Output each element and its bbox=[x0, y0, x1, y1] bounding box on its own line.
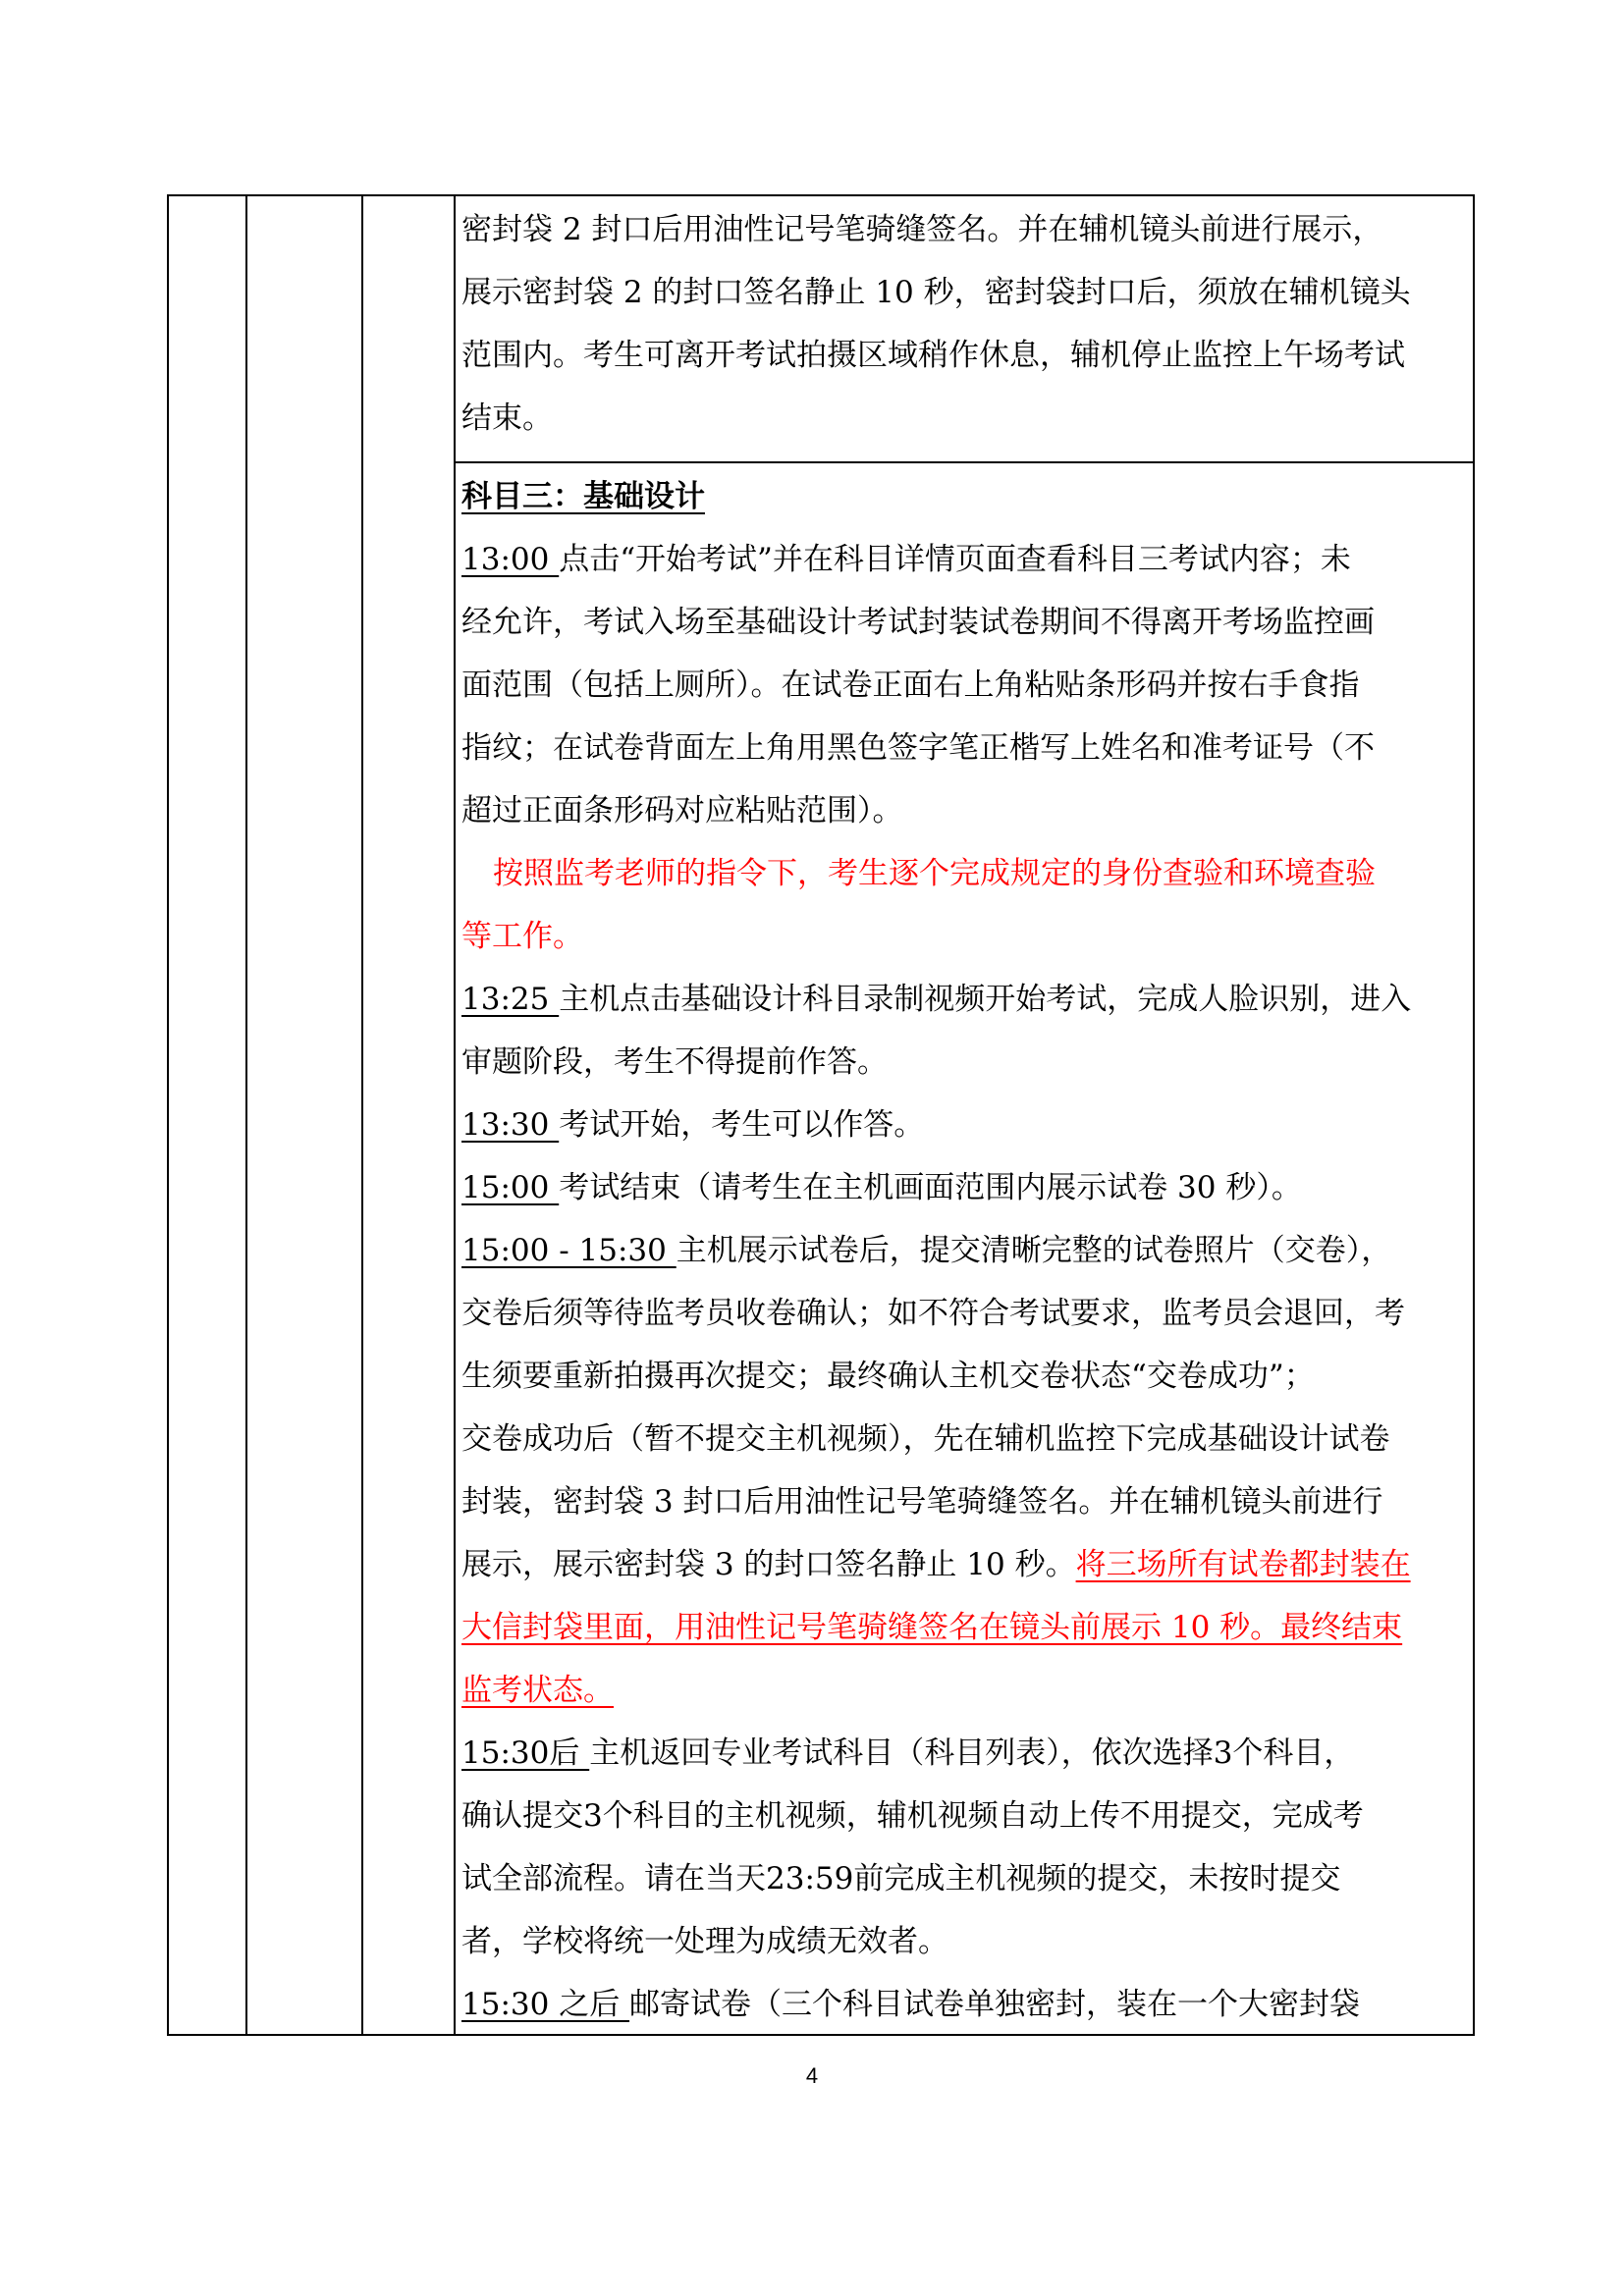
cell-subject-three bbox=[461, 465, 1463, 2036]
red-notice: 将三场所有试卷都封装在 bbox=[1075, 1547, 1411, 1582]
red-notice: 按照监考老师的指令下，考生逐个完成规定的身份查验和环境查验 bbox=[493, 856, 1376, 891]
text-line: 点击“开始考试”并在科目详情页面查看科目三考试内容；未 bbox=[559, 542, 1351, 577]
text-line: 主机展示试卷后，提交清晰完整的试卷照片（交卷）， bbox=[676, 1233, 1392, 1268]
text-line: 交卷后须等待监考员收卷确认；如不符合考试要求，监考员会退回，考 bbox=[461, 1296, 1405, 1331]
row-divider bbox=[454, 461, 1473, 463]
text-line: 考试结束（请考生在主机画面范围内展示试卷 30 秒）。 bbox=[559, 1170, 1302, 1205]
time-label: 15:30后 bbox=[461, 1735, 590, 1771]
time-label: 13:00 bbox=[461, 542, 560, 577]
text-line: 主机返回专业考试科目（科目列表），依次选择3个科目， bbox=[589, 1735, 1355, 1771]
text-line: 确认提交3个科目的主机视频，辅机视频自动上传不用提交，完成考 bbox=[461, 1798, 1364, 1834]
text-line: 经允许，考试入场至基础设计考试封装试卷期间不得离开考场监控画 bbox=[461, 605, 1375, 640]
text-line: 展示，展示密封袋 3 的封口签名静止 10 秒。 bbox=[461, 1547, 1076, 1582]
red-notice: 大信封袋里面，用油性记号笔骑缝签名在镜头前展示 10 秒。最终结束 bbox=[461, 1610, 1403, 1645]
text-line: 结束。 bbox=[461, 400, 553, 436]
text-line: 交卷成功后（暂不提交主机视频），先在辅机监控下完成基础设计试卷 bbox=[461, 1421, 1390, 1457]
time-label: 13:30 bbox=[461, 1107, 560, 1143]
time-label: 13:25 bbox=[461, 982, 560, 1017]
red-notice: 监考状态。 bbox=[461, 1673, 614, 1708]
text-line: 超过正面条形码对应粘贴范围）。 bbox=[461, 793, 903, 828]
text-line: 指纹；在试卷背面左上角用黑色签字笔正楷写上姓名和准考证号（不 bbox=[461, 730, 1375, 766]
column-divider-2 bbox=[361, 196, 363, 2034]
text-line: 面范围（包括上厕所）。在试卷正面右上角粘贴条形码并按右手食指 bbox=[461, 667, 1360, 703]
text-line: 者，学校将统一处理为成绩无效者。 bbox=[461, 1924, 948, 1959]
text-line: 主机点击基础设计科目录制视频开始考试，完成人脸识别，进入 bbox=[559, 982, 1412, 1017]
text-line: 密封袋 2 封口后用油性记号笔骑缝签名。并在辅机镜头前进行展示， bbox=[461, 212, 1383, 247]
text-line: 封装，密封袋 3 封口后用油性记号笔骑缝签名。并在辅机镜头前进行 bbox=[461, 1484, 1383, 1520]
column-divider-1 bbox=[245, 196, 247, 2034]
text-line: 生须要重新拍摄再次提交；最终确认主机交卷状态“交卷成功”； bbox=[461, 1359, 1315, 1394]
text-line: 审题阶段，考生不得提前作答。 bbox=[461, 1044, 888, 1080]
column-divider-3 bbox=[454, 196, 456, 2034]
time-label: 15:30 之后 bbox=[461, 1987, 630, 2022]
section-heading: 科目三：基础设计 bbox=[461, 479, 705, 514]
text-line: 范围内。考生可离开考试拍摄区域稍作休息，辅机停止监控上午场考试 bbox=[461, 338, 1405, 373]
time-label: 15:00 bbox=[461, 1170, 560, 1205]
text-line: 试全部流程。请在当天23:59前完成主机视频的提交，未按时提交 bbox=[461, 1861, 1341, 1896]
text-line: 考试开始，考生可以作答。 bbox=[559, 1107, 925, 1143]
time-label: 15:00 - 15:30 bbox=[461, 1233, 677, 1268]
text-line: 邮寄试卷（三个科目试卷单独密封，装在一个大密封袋 bbox=[629, 1987, 1361, 2022]
page-number: 4 bbox=[805, 2063, 819, 2088]
red-notice: 等工作。 bbox=[461, 919, 583, 954]
text-line: 展示密封袋 2 的封口签名静止 10 秒，密封袋封口后，须放在辅机镜头 bbox=[461, 275, 1411, 310]
schedule-table bbox=[167, 194, 1475, 2036]
cell-sealing-morning bbox=[461, 198, 1463, 450]
